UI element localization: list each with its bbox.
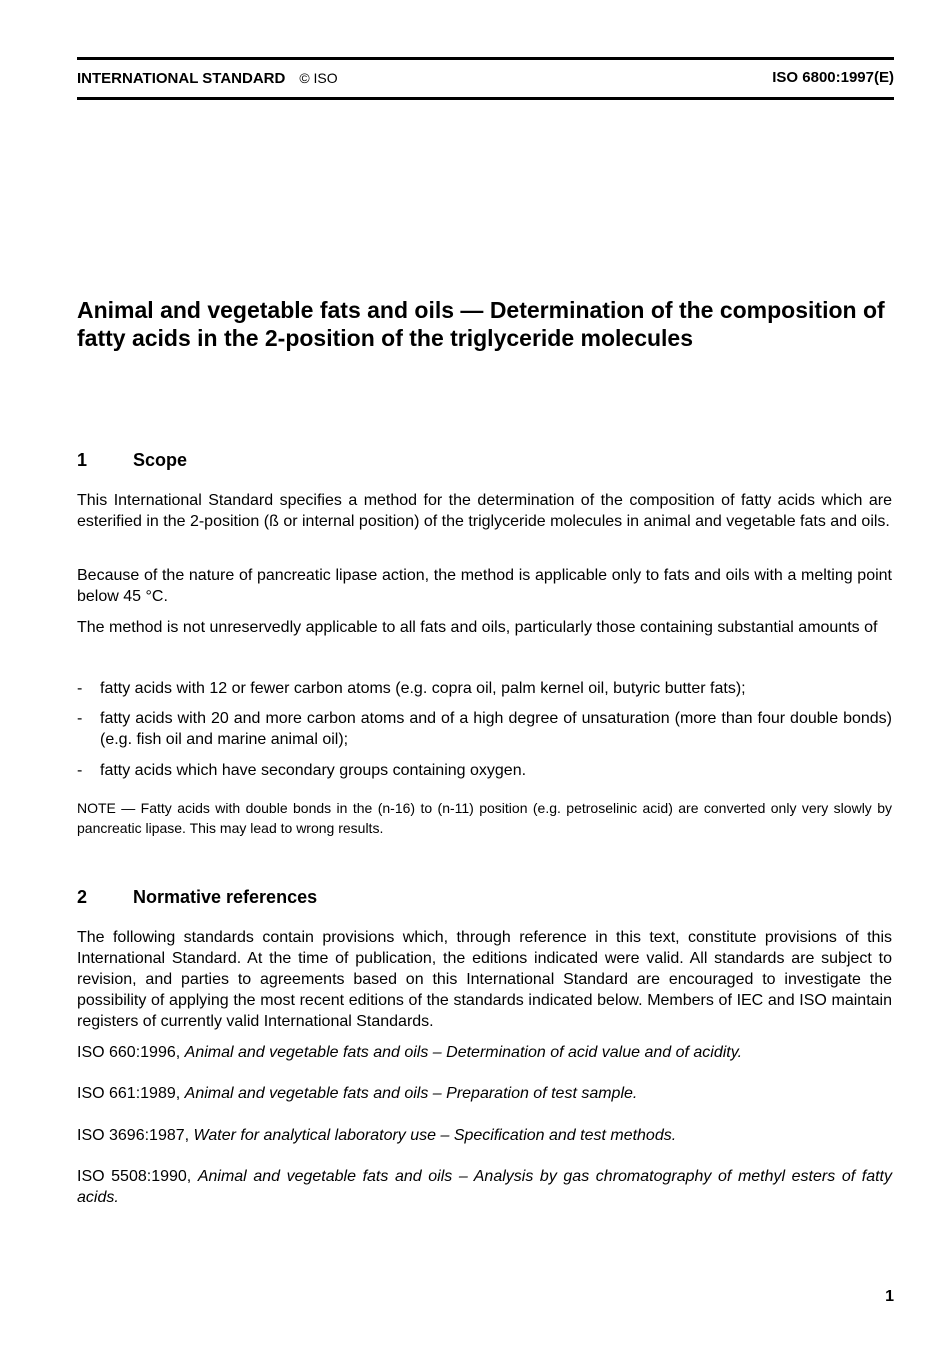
reference-title: Animal and vegetable fats and oils – Preparation of test sample. (184, 1085, 638, 1102)
document-title: Animal and vegetable fats and oils — Determination of the composition of fatty acids in the 2-position of the triglyceride molecules (77, 297, 885, 351)
reference-code: ISO 5508:1990, (77, 1168, 192, 1185)
header-top-rule (77, 57, 894, 60)
list-item (77, 760, 892, 781)
scope-note: NOTE — Fatty acids with double bonds in the (n-16) to (n-11) position (e.g. petroselinic acid) are converted only very slowly by pancreatic lipase. This may lead to wrong results. (77, 800, 892, 836)
section-heading-normative-references (77, 886, 317, 908)
reference-code: ISO 661:1989, (77, 1085, 181, 1102)
header-left (77, 69, 338, 88)
list-item-text: fatty acids with 12 or fewer carbon atoms (e.g. copra oil, palm kernel oil, butyric butter fats); (100, 680, 746, 697)
reference-title: Water for analytical laboratory use – Specification and test methods. (193, 1127, 677, 1144)
section-title: Normative references (133, 887, 318, 907)
bullet-marker: - (77, 680, 83, 697)
header-bottom-rule (77, 97, 894, 100)
header-copyright: © ISO (299, 70, 338, 86)
section-title: Scope (133, 450, 188, 470)
reference-entry (77, 1125, 892, 1146)
header-standard-label: INTERNATIONAL STANDARD (77, 70, 286, 87)
section-number: 2 (77, 887, 88, 907)
scope-paragraph-1: This International Standard specifies a method for the determination of the composition of fatty acids which are esterified in the 2-position (ß or internal position) of the triglyceride molecules in animal and vegetable fats and oils. (77, 492, 892, 530)
normative-references-intro: The following standards contain provisions which, through reference in this text, constitute provisions of this International Standard. At the time of publication, the editions indicated were valid. All standards are subject to revision, and parties to agreements based on this International Standard are encouraged to investigate the possibility of applying the most recent editions of the standards indicated below. Members of IEC and ISO maintain registers of currently valid International Standards. (77, 929, 892, 1030)
reference-entry (77, 1083, 892, 1104)
reference-entry (77, 1042, 892, 1063)
list-item-text: fatty acids which have secondary groups containing oxygen. (100, 762, 527, 779)
list-item-text: fatty acids with 20 and more carbon atoms and of a high degree of unsaturation (more than four double bonds) (e.g. fish oil and marine animal oil); (100, 710, 892, 748)
bullet-marker: - (77, 710, 83, 727)
reference-title: Animal and vegetable fats and oils – Determination of acid value and of acidity. (184, 1044, 743, 1061)
header-doc-number: ISO 6800:1997(E) (772, 69, 894, 86)
reference-code: ISO 660:1996, (77, 1044, 181, 1061)
list-item (77, 708, 892, 750)
reference-code: ISO 3696:1987, (77, 1127, 190, 1144)
scope-paragraph-3: The method is not unreservedly applicable to all fats and oils, particularly those containing substantial amounts of (77, 619, 878, 636)
page-number: 1 (885, 1288, 894, 1305)
reference-entry (77, 1166, 892, 1208)
scope-paragraph-2: Because of the nature of pancreatic lipase action, the method is applicable only to fats and oils with a melting point below 45 °C. (77, 567, 892, 605)
section-heading-scope (77, 449, 187, 471)
bullet-marker: - (77, 762, 83, 779)
reference-title: Animal and vegetable fats and oils – Analysis by gas chromatography of methyl esters of fatty acids. (77, 1168, 892, 1206)
section-number: 1 (77, 450, 88, 470)
list-item (77, 678, 892, 699)
